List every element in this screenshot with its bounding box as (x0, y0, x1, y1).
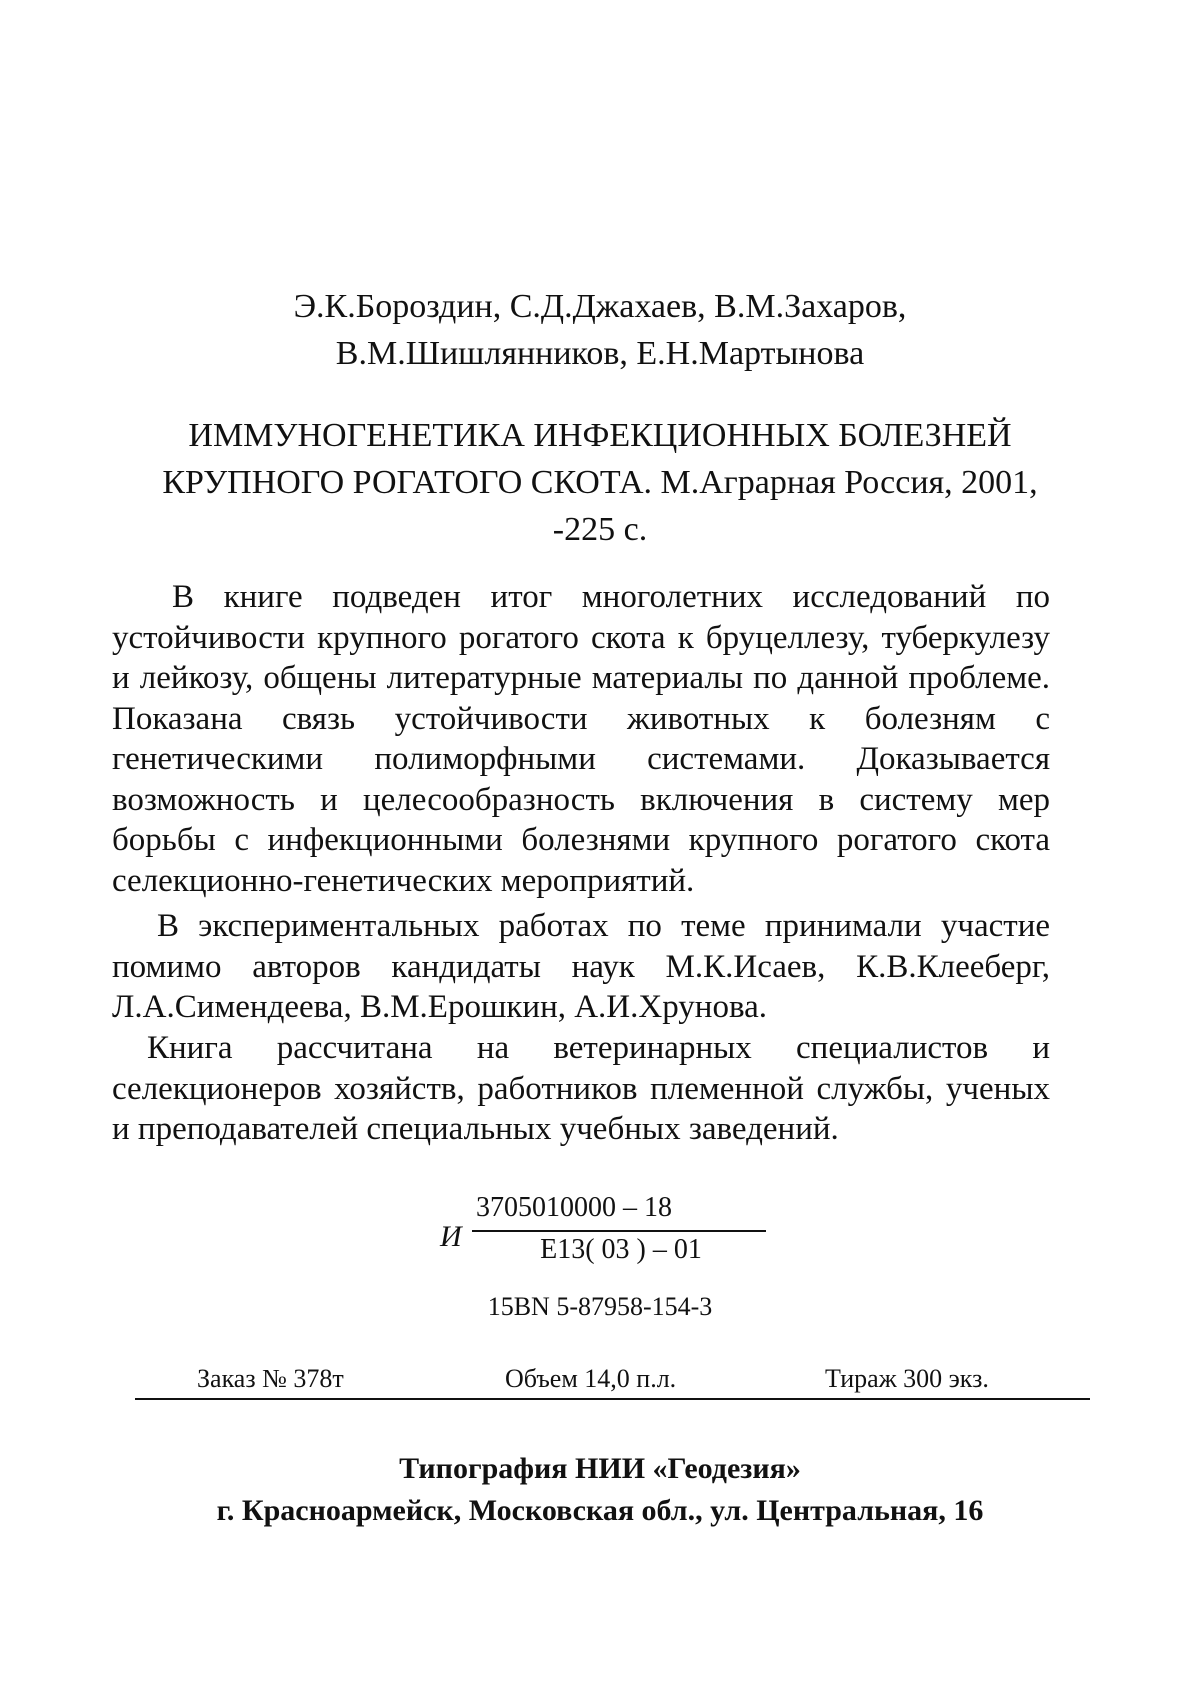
authors-line-2: В.М.Шишлянников, Е.Н.Мартынова (335, 335, 865, 372)
print-run: Тираж 300 экз. (825, 1364, 989, 1393)
annotation-paragraph-2: В экспериментальных работах по теме принимали участие помимо авторов кандидаты наук М.К.Исаев, К.В.Клееберг, Л.А.Симендеева, В.М.Ерошкин, А.И.Хрунова. (112, 908, 1050, 1025)
catalog-index (440, 1192, 780, 1272)
print-volume: Объем 14,0 п.л. (505, 1364, 677, 1393)
imprint-row (135, 1364, 1090, 1404)
title-line-3: -225 с. (552, 511, 648, 548)
printer-address: г. Красноармейск, Московская обл., ул. Центральная, 16 (216, 1494, 984, 1527)
authors (0, 283, 1200, 377)
catalog-letter: И (440, 1220, 462, 1253)
order-number: Заказ № 378т (197, 1364, 344, 1393)
authors-line-1: Э.К.Бороздин, С.Д.Джахаев, В.М.Захаров, (293, 288, 907, 325)
isbn: 15BN 5-87958-154-3 (487, 1292, 713, 1321)
catalog-numerator: 3705010000 – 18 (476, 1192, 672, 1223)
book-title (0, 412, 1200, 553)
title-line-2: КРУПНОГО РОГАТОГО СКОТА. М.Аграрная Россия, 2001, (162, 464, 1038, 501)
imprint-underline (135, 1398, 1090, 1400)
annotation-paragraph-1: В книге подведен итог многолетних исследований по устойчивости крупного рогатого скота к бруцеллезу, туберкулезу и лейкозу, общены литературные материалы по данной проблеме. Показана связь устойчивости животных к болезням с генетическими полиморфными системами. Доказывается возможность и целесообразность включения в систему мер борьбы с инфекционными болезнями крупного рогатого скота селекционно-генетических мероприятий. (112, 579, 1050, 899)
catalog-denominator: Е13( 03 ) – 01 (540, 1234, 702, 1265)
printer-info (0, 1448, 1200, 1532)
fraction-bar (472, 1230, 766, 1232)
title-line-1: ИММУНОГЕНЕТИКА ИНФЕКЦИОННЫХ БОЛЕЗНЕЙ (188, 417, 1012, 454)
printer-name: Типография НИИ «Геодезия» (399, 1452, 801, 1485)
annotation-paragraph-3: Книга рассчитана на ветеринарных специалистов и селекционеров хозяйств, работников племенной службы, ученых и преподавателей специальных учебных заведений. (112, 1030, 1050, 1147)
